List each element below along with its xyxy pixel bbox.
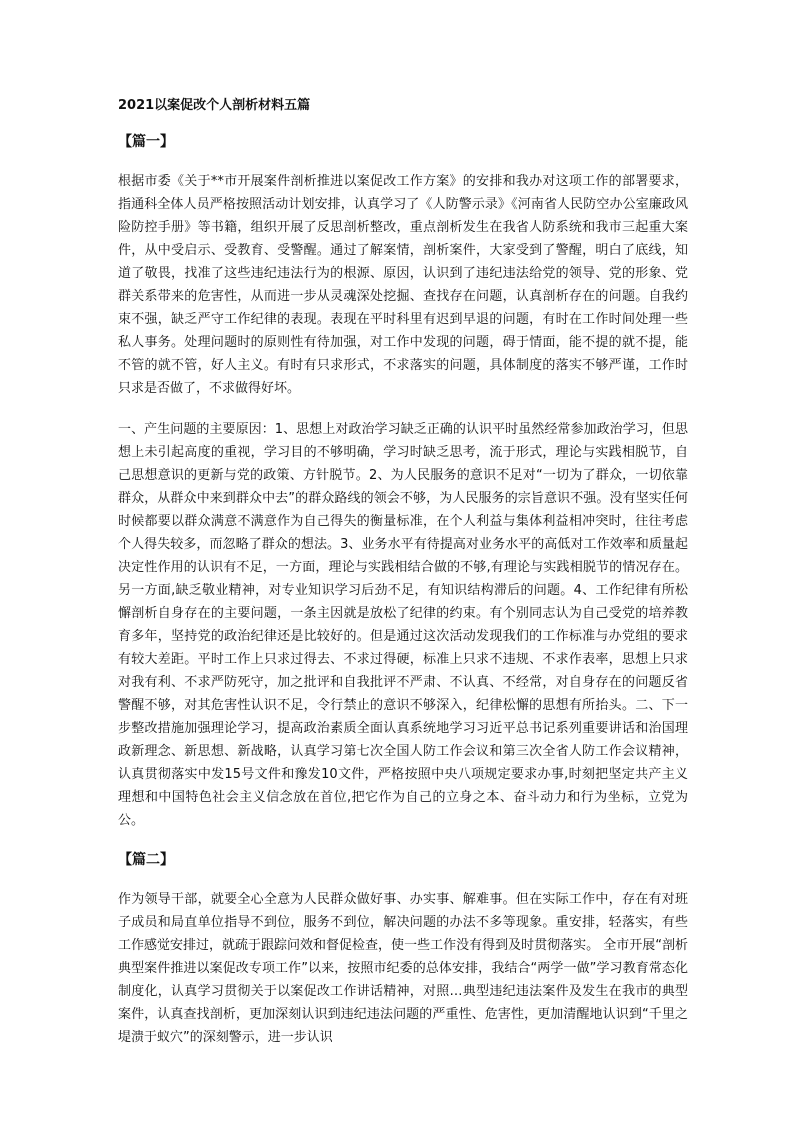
document-page xyxy=(118,96,688,1067)
section-1-paragraph-1: 根据市委《关于**市开展案件剖析推进以案促改工作方案》的安排和我办对这项工作的部署要求，指通科全体人员严格按照活动计划安排，认真学习了《人防警示录》《河南省人民防空办公室廉政风险防控手册》等书籍，组织开展了反思剖析整改，重点剖析发生在我省人防系统和我市三起重大案件，从中受启示、受教育、受警醒。通过了解案情，剖析案件，大家受到了警醒，明白了底线，知道了敬畏，找准了这些违纪违法行为的根源、原因，认识到了违纪违法给党的领导、党的形象、党群关系带来的危害性，从而进一步从灵魂深处挖掘、查找存在问题，认真剖析存在的问题。自我约束不强，缺乏严守工作纪律的表现。表现在平时科里有迟到早退的问题，有时在工作时间处理一些私人事务。处理问题时的原则性有待加强，对工作中发现的问题，碍于情面，能不提的就不提，能不管的就不管，好人主义。有时有只求形式，不求落实的问题，具体制度的落实不够严谨，工作时只求是否做了，不求做得好坏。 xyxy=(118,174,688,396)
document-title: 2021以案促改个人剖析材料五篇 xyxy=(118,98,311,113)
section-1-paragraph-2: 一、产生问题的主要原因：1、思想上对政治学习缺乏正确的认识平时虽然经常参加政治学习，但思想上未引起高度的重视，学习目的不够明确，学习时缺乏思考，流于形式，理论与实践相脱节，自己思想意识的更新与党的政策、方针脱节。2、为人民服务的意识不足对“一切为了群众，一切依靠群众，从群众中来到群众中去”的群众路线的领会不够，为人民服务的宗旨意识不强。没有坚实任何时候都要以群众满意不满意作为自己得失的衡量标准，在个人利益与集体利益相冲突时，往往考虑个人得失较多，而忽略了群众的想法。3、业务水平有待提高对业务水平的高低对工作效率和质量起决定性作用的认识有不足，一方面，理论与实践相结合做的不够,有理论与实践相脱节的情况存在。另一方面,缺乏敬业精神，对专业知识学习后劲不足，有知识结构滞后的问题。4、工作纪律有所松懈剖析自身存在的主要问题，一条主因就是放松了纪律的约束。有个别同志认为自己受党的培养教育多年，坚持党的政治纪律还是比较好的。但是通过这次活动发现我们的工作标准与办党组的要求有较大差距。平时工作上只求过得去、不求过得硬，标准上只求不违规、不求作表率，思想上只求对我有利、不求严防死守，加之批评和自我批评不严肃、不认真、不经常，对自身存在的问题反省警醒不够，对其危害性认识不足，令行禁止的意识不够深入，纪律松懈的思想有所抬头。二、下一步整改措施加强理论学习，提高政治素质全面认真系统地学习习近平总书记系列重要讲话和治国理政新理念、新思想、新战略，认真学习第七次全国人防工作会议和第三次全省人防工作会议精神，认真贯彻落实中发15号文件和豫发10文件，严格按照中央八项规定要求办事,时刻把坚定共产主义理想和中国特色社会主义信念放在首位,把它作为自己的立身之本、奋斗动力和行为坐标，立党为公。 xyxy=(118,422,688,828)
section-2-paragraph-1: 作为领导干部，就要全心全意为人民群众做好事、办实事、解难事。但在实际工作中，存在有对班子成员和局直单位指导不到位，服务不到位，解决问题的办法不多等现象。重安排，轻落实，有些工作感觉安排过，就疏于跟踪问效和督促检查，使一些工作没有得到及时贯彻落实。 全市开展“剖析典型案件推进以案促改专项工作”以来，按照市纪委的总体安排，我结合“两学一做”学习教育常态化制度化，认真学习贯彻关于以案促改工作讲话精神，对照…典型违纪违法案件及发生在我市的典型案件，认真查找剖析，更加深刻认识到违纪违法问题的严重性、危害性，更加清醒地认识到“千里之堤溃于蚁穴”的深刻警示，进一步认识 xyxy=(118,892,688,1045)
section-heading-1: 【篇一】 xyxy=(118,134,174,150)
section-heading-2: 【篇二】 xyxy=(118,852,174,868)
